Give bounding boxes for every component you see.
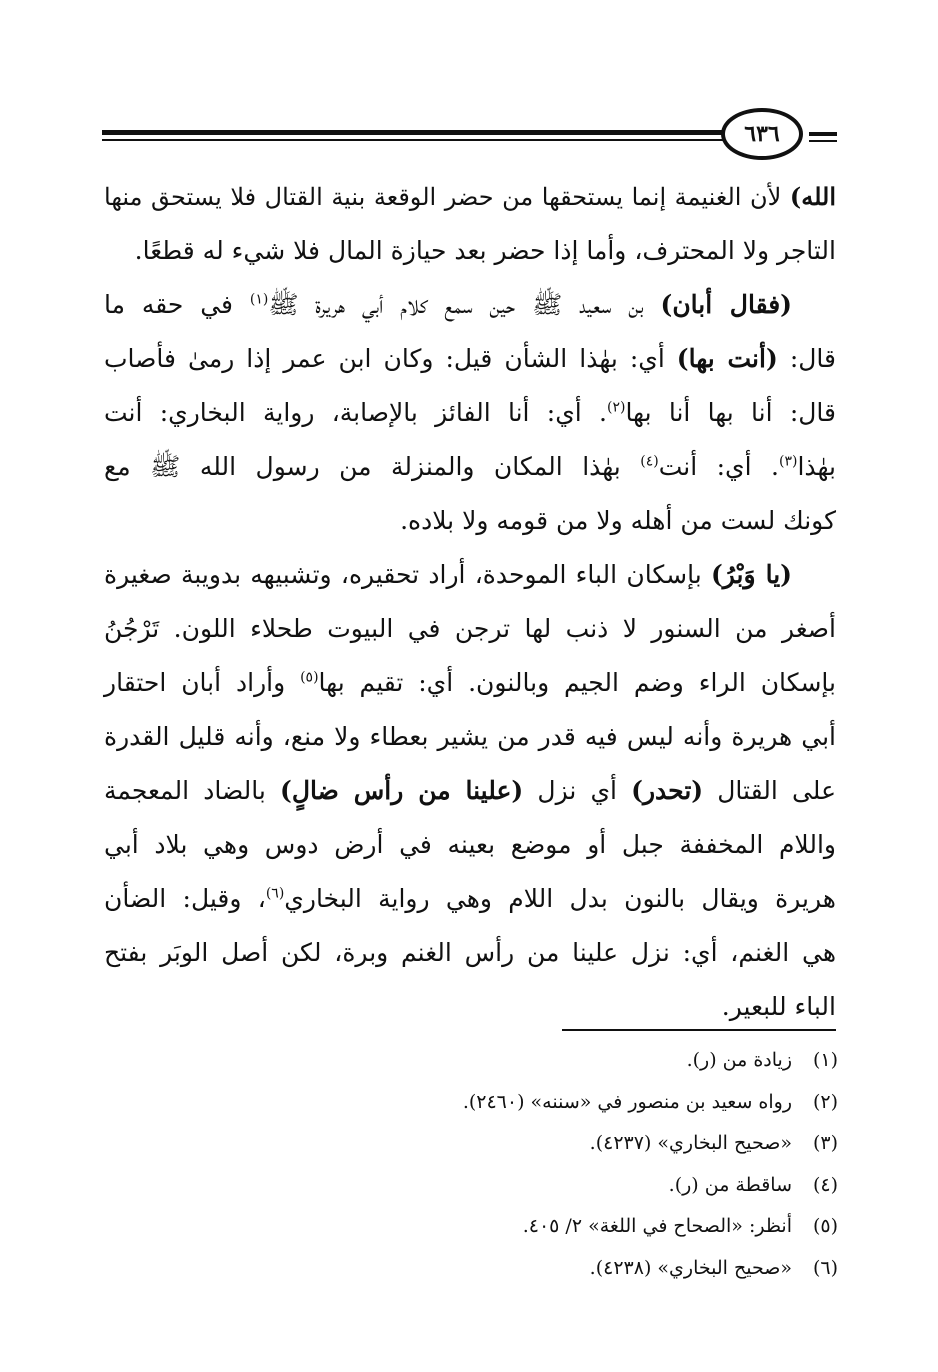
text-line: بهٰذا$^{(٣)}$. أي: أنت$^{(٤)}$ بهٰذا المكان والمنزلة من رسول الله ﷺ مع xyxy=(104,452,836,481)
text-line: الله) لأن الغنيمة إنما يستحقها من حضر الوقعة بنية القتال فلا يستحق منها xyxy=(104,182,836,211)
footnote-number: (١) xyxy=(812,1049,838,1071)
text-line: أبي هريرة وأنه ليس فيه قدر من يشير بعطاء ولا منع، وأنه قليل القدرة xyxy=(104,722,836,751)
page-header xyxy=(102,108,837,164)
footnote-text: أنظر: «الصحاح في اللغة» ٢/ ٤٠٥. xyxy=(522,1215,792,1237)
text-line: هي الغنم، أي: نزل علينا من رأس الغنم وبرة، لكن أصل الوبَر بفتح xyxy=(104,938,836,967)
text-line: كونك لست من أهله ولا من قومه ولا بلاده. xyxy=(400,506,836,535)
footnote-number: (٦) xyxy=(812,1256,838,1279)
page-number: ٦٣٦ xyxy=(721,108,803,160)
text-line: على القتال (تحدر) أي نزل (علينا من رأس ضالٍ) بالضاد المعجمة xyxy=(104,776,836,805)
footnote-number: (٥) xyxy=(812,1215,838,1237)
bold-term: (يا وَبْرُ) xyxy=(710,560,793,589)
header-rule-right xyxy=(809,132,837,136)
footnote xyxy=(418,1040,838,1082)
text-line: قال: أنا بها أنا بها$^{(٢)}$. أي: أنا الفائز بالإصابة، رواية البخاري: أنت xyxy=(104,398,836,427)
text-line: قال: (أنت بها) أي: بهٰذا الشأن قيل: وكان ابن عمر إذا رمىٰ فأصاب xyxy=(104,344,836,373)
header-rule xyxy=(102,130,724,135)
text-line: (يا وَبْرُ) بإسكان الباء الموحدة، أراد تحقيره، وتشبيهه بدويبة صغيرة xyxy=(104,560,793,589)
text-line: هريرة ويقال بالنون بدل اللام وهي رواية البخاري$^{(٦)}$، وقيل: الضأن xyxy=(104,884,836,913)
bold-term: (علينا من رأس ضالٍ) xyxy=(280,776,524,805)
footnote-separator xyxy=(562,1029,836,1031)
bold-term: الله) xyxy=(789,182,836,211)
footnote xyxy=(418,1165,838,1207)
footnote xyxy=(418,1206,838,1248)
footnote-ref: (٥) xyxy=(300,669,319,686)
body-text xyxy=(104,170,836,1034)
text-line: بإسكان الراء وضم الجيم وبالنون. أي: تقيم بها$^{(٥)}$ وأراد أبان احتقار xyxy=(104,668,836,697)
bold-term: (أنت بها) xyxy=(676,344,778,373)
footnote-ref: (٦) xyxy=(265,885,285,902)
text-line: واللام المخففة جبل أو موضع بعينه في أرض دوس وهي بلاد أبي xyxy=(104,830,836,859)
bold-term: (فقال أبان) xyxy=(660,290,793,319)
footnote-ref: (٢) xyxy=(606,399,626,416)
text-line: أصغر من السنور لا ذنب لها ترجن في البيوت طحلاء اللون. تَرْجُنُ xyxy=(104,614,836,643)
footnote-number: (٢) xyxy=(812,1090,838,1113)
footnote-ref: (٣) xyxy=(778,453,798,470)
header-rule-right-thin xyxy=(809,140,837,142)
footnote-ref: (٤) xyxy=(640,453,659,470)
footnote xyxy=(418,1123,838,1165)
footnote-text: ساقطة من (ر). xyxy=(668,1173,792,1196)
footnote xyxy=(418,1082,838,1124)
text-line: الباء للبعير. xyxy=(721,992,836,1021)
footnote-text: «صحيح البخاري» (٤٢٣٧). xyxy=(589,1132,792,1154)
text-line: (فقال أبان) بن سعيد ﷺ حين سمع كلام أبي هريرة ﷺ$^{(١)}$ في حقه ما xyxy=(104,290,793,319)
footnotes xyxy=(418,1040,838,1289)
bold-term: (تحدر) xyxy=(631,776,704,805)
footnote-number: (٣) xyxy=(812,1132,838,1154)
header-rule-thin xyxy=(102,139,724,141)
footnote-text: زيادة من (ر). xyxy=(686,1049,792,1071)
footnote-number: (٤) xyxy=(812,1173,838,1196)
text-line: التاجر ولا المحترف، وأما إذا حضر بعد حيازة المال فلا شيء له قطعًا. xyxy=(134,236,836,265)
footnote-ref: (١) xyxy=(249,291,269,308)
footnote-text: رواه سعيد بن منصور في «سننه» (٢٤٦٠). xyxy=(462,1090,792,1113)
footnote xyxy=(418,1248,838,1290)
footnote-text: «صحيح البخاري» (٤٢٣٨). xyxy=(589,1256,792,1279)
